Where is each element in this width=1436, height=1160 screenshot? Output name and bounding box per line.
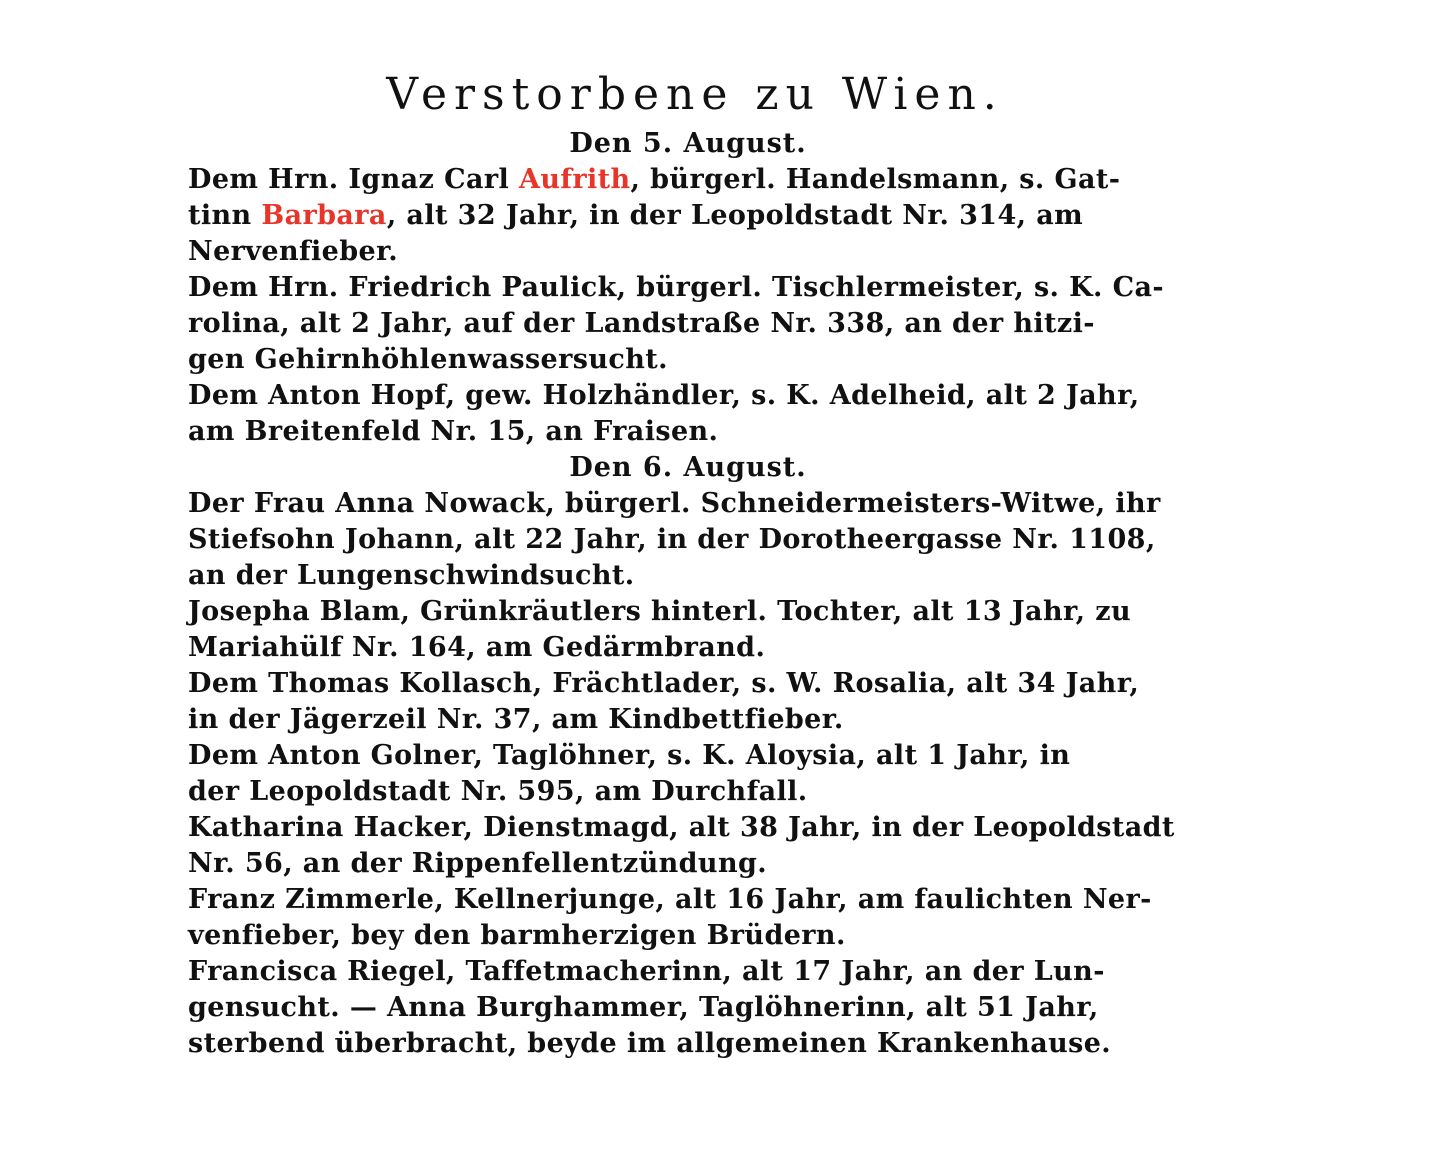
register-entry <box>188 810 1188 882</box>
entry-text: in der Jägerzeil Nr. 37, am Kindbettfieber. <box>188 704 844 735</box>
entry-line <box>188 738 1188 774</box>
entry-line <box>188 666 1188 702</box>
entry-text: , bürgerl. Handelsmann, s. Gat- <box>630 164 1121 195</box>
entry-text: Dem Anton Hopf, gew. Holzhändler, s. K. Adelheid, alt 2 Jahr, <box>188 380 1140 411</box>
register-page <box>188 64 1188 1062</box>
entry-text: Francisca Riegel, Taffetmacherinn, alt 17 Jahr, an der Lun- <box>188 956 1105 987</box>
entry-line <box>188 378 1188 414</box>
register-entry <box>188 486 1188 594</box>
entry-line <box>188 810 1188 846</box>
register-entry <box>188 882 1188 954</box>
entry-line <box>188 414 1188 450</box>
entry-text: Nervenfieber. <box>188 236 399 267</box>
entry-text: Der Frau Anna Nowack, bürgerl. Schneidermeisters-Witwe, ihr <box>188 488 1161 519</box>
entry-text: an der Lungenschwindsucht. <box>188 560 635 591</box>
entry-text: am Breitenfeld Nr. 15, an Fraisen. <box>188 416 719 447</box>
entry-line <box>188 630 1188 666</box>
entry-text: rolina, alt 2 Jahr, auf der Landstraße Nr. 338, an der hitzi- <box>188 308 1095 339</box>
entry-line <box>188 990 1188 1026</box>
entry-line <box>188 954 1188 990</box>
register-entry <box>188 738 1188 810</box>
entry-text: Dem Anton Golner, Taglöhner, s. K. Aloysia, alt 1 Jahr, in <box>188 740 1071 771</box>
entry-line <box>188 522 1188 558</box>
entry-text: Josepha Blam, Grünkräutlers hinterl. Tochter, alt 13 Jahr, zu <box>188 596 1131 627</box>
page-title: Verstorbene zu Wien. <box>386 69 1004 120</box>
entry-text: Mariahülf Nr. 164, am Gedärmbrand. <box>188 632 766 663</box>
entry-text: Nr. 56, an der Rippenfellentzündung. <box>188 848 768 879</box>
register-entry <box>188 666 1188 738</box>
entry-text: gen Gehirnhöhlenwassersucht. <box>188 344 668 375</box>
entry-text: Katharina Hacker, Dienstmagd, alt 38 Jahr, in der Leopoldstadt <box>188 812 1175 843</box>
death-register <box>188 126 1188 1062</box>
date-heading: Den 6. August. <box>569 452 807 483</box>
entry-text: Franz Zimmerle, Kellnerjunge, alt 16 Jahr, am faulichten Ner- <box>188 884 1152 915</box>
entry-text: , alt 32 Jahr, in der Leopoldstadt Nr. 314, am <box>386 200 1084 231</box>
date-heading: Den 5. August. <box>569 128 807 159</box>
register-entry <box>188 594 1188 666</box>
entry-text: Stiefsohn Johann, alt 22 Jahr, in der Dorotheergasse Nr. 1108, <box>188 524 1156 555</box>
register-entry <box>188 954 1188 1062</box>
entry-text: venfieber, bey den barmherzigen Brüdern. <box>188 920 846 951</box>
entry-line <box>188 1026 1188 1062</box>
entry-line <box>188 234 1188 270</box>
entry-text: der Leopoldstadt Nr. 595, am Durchfall. <box>188 776 808 807</box>
entry-line <box>188 702 1188 738</box>
entry-line <box>188 594 1188 630</box>
highlighted-name: Aufrith <box>518 164 631 195</box>
entry-line <box>188 342 1188 378</box>
entry-text: gensucht. — Anna Burghammer, Taglöhnerinn, alt 51 Jahr, <box>188 992 1099 1023</box>
entry-text: tinn <box>188 200 262 231</box>
entry-line <box>188 882 1188 918</box>
register-entry <box>188 162 1188 270</box>
entry-line <box>188 306 1188 342</box>
entry-text: Dem Hrn. Friedrich Paulick, bürgerl. Tischlermeister, s. K. Ca- <box>188 272 1165 303</box>
entry-text: Dem Hrn. Ignaz Carl <box>188 164 519 195</box>
highlighted-name: Barbara <box>261 200 387 231</box>
entry-line <box>188 774 1188 810</box>
entry-line <box>188 846 1188 882</box>
register-entry <box>188 270 1188 378</box>
entry-line <box>188 486 1188 522</box>
entry-text: Dem Thomas Kollasch, Frächtlader, s. W. Rosalia, alt 34 Jahr, <box>188 668 1140 699</box>
entry-line <box>188 558 1188 594</box>
entry-line <box>188 918 1188 954</box>
register-entry <box>188 378 1188 450</box>
entry-line <box>188 198 1188 234</box>
entry-line <box>188 162 1188 198</box>
entry-text: sterbend überbracht, beyde im allgemeinen Krankenhause. <box>188 1028 1112 1059</box>
entry-line <box>188 270 1188 306</box>
